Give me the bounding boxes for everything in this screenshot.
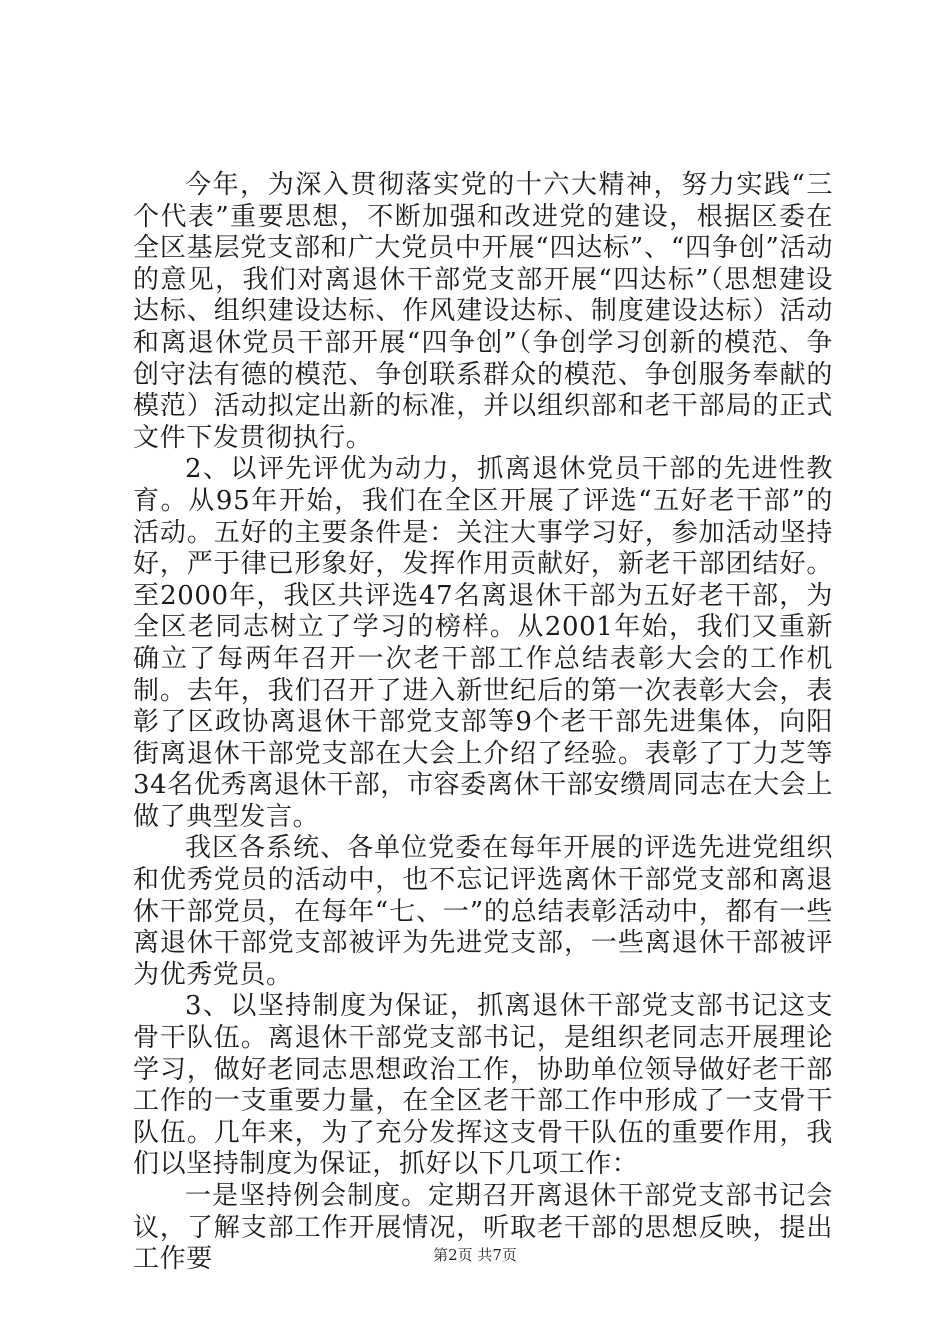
- paragraph-1: 今年，为深入贯彻落实党的十六大精神，努力实践“三个代表”重要思想，不断加强和改进党的建设，根据区委在全区基层党支部和广大党员中开展“四达标”、“四争创”活动的意见，我们对离退休干部党支部开展“四达标”（思想建设达标、组织建设达标、作风建设达标、制度建设达标）活动和离退休党员干部开展“四争创”（争创学习创新的模范、争创守法有德的模范、争创联系群众的模范、争创服务奉献的模范）活动拟定出新的标准，并以组织部和老干部局的正式文件下发贯彻执行。: [133, 170, 833, 453]
- document-body: [133, 170, 833, 1276]
- page-footer: 第2页 共7页: [433, 1246, 517, 1264]
- paragraph-2: 2、以评先评优为动力，抓离退休党员干部的先进性教育。从95年开始，我们在全区开展了评选“五好老干部”的活动。五好的主要条件是：关注大事学习好，参加活动坚持好，严于律已形象好，发挥作用贡献好，新老干部团结好。至2000年，我区共评选47名离退休干部为五好老干部，为全区老同志树立了学习的榜样。从2001年始，我们又重新确立了每两年召开一次老干部工作总结表彰大会的工作机制。去年，我们召开了进入新世纪后的第一次表彰大会，表彰了区政协离退休干部党支部等9个老干部先进集体，向阳街离退休干部党支部在大会上介绍了经验。表彰了丁力芝等34名优秀离退休干部，市容委离休干部安缵周同志在大会上做了典型发言。: [133, 454, 833, 832]
- paragraph-3: 我区各系统、各单位党委在每年开展的评选先进党组织和优秀党员的活动中，也不忘记评选离休干部党支部和离退休干部党员，在每年“七、一”的总结表彰活动中，都有一些离退休干部党支部被评为先进党支部，一些离退休干部被评为优秀党员。: [133, 833, 833, 990]
- paragraph-5: 一是坚持例会制度。定期召开离退休干部党支部书记会议，了解支部工作开展情况，听取老干部的思想反映，提出工作要: [133, 1181, 833, 1275]
- paragraph-4: 3、以坚持制度为保证，抓离退休干部党支部书记这支骨干队伍。离退休干部党支部书记，是组织老同志开展理论学习，做好老同志思想政治工作，协助单位领导做好老干部工作的一支重要力量，在全区老干部工作中形成了一支骨干队伍。几年来，为了充分发挥这支骨干队伍的重要作用，我们以坚持制度为保证，抓好以下几项工作：: [133, 991, 833, 1180]
